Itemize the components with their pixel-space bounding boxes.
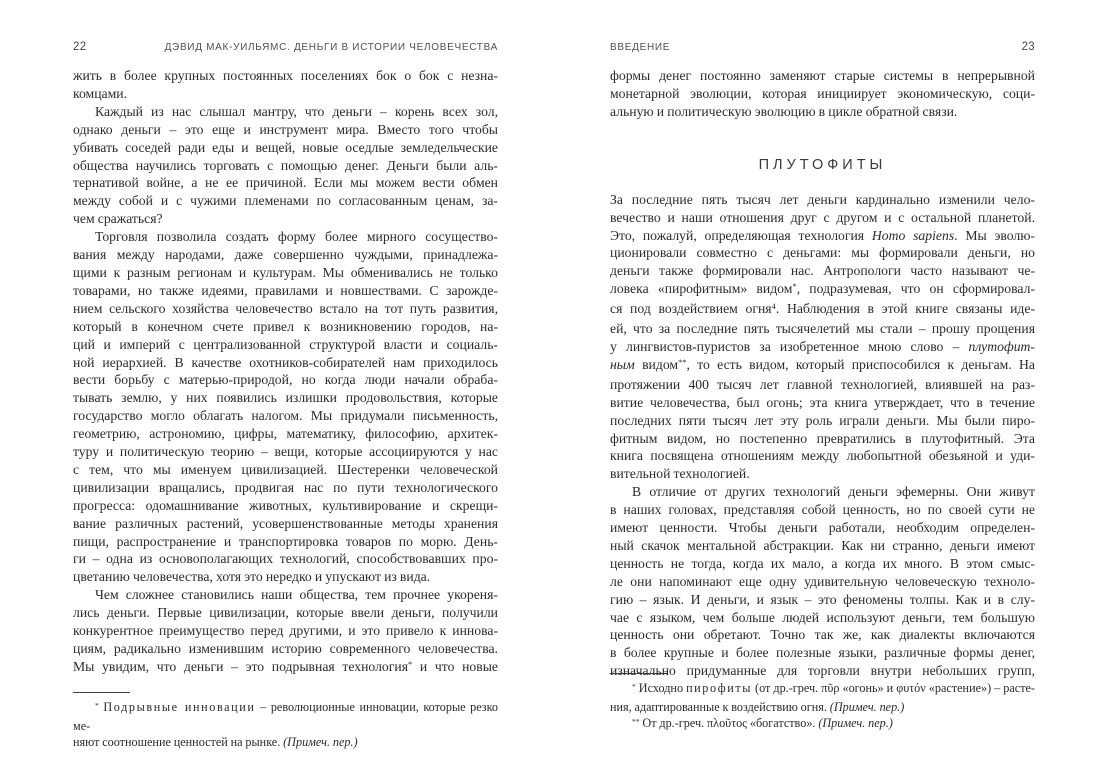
text-line: В отличие от других технологий деньги эфемерны. Они живут bbox=[632, 484, 1035, 500]
text-line: тывать землю, у них появились излишки продовольствия, которые bbox=[73, 390, 498, 406]
text-line: Каждый из нас слышал мантру, что деньги – корень всех зол, bbox=[95, 103, 498, 119]
text-line: вание различных растений, усовершенствованные методы хранения bbox=[73, 515, 498, 531]
footnote-line: * Исходно пирофиты (от др.-греч. πῦρ «огонь» и φυτόν «растение») – расте- bbox=[632, 681, 1035, 695]
text-line: ной иерархией. В качестве охотников-собирателей нам приходилось bbox=[73, 354, 498, 370]
text-line: в более крупные и более полезные языки, различные формы денег, bbox=[610, 645, 1035, 661]
text-line: ги – одна из основополагающих технологий, способствовавших про- bbox=[73, 551, 498, 567]
text-line: нием сельского хозяйства человечество встало на тот путь развития, bbox=[73, 300, 498, 316]
text-line: Чем сложнее становились наши общества, тем прочнее укореня- bbox=[95, 587, 498, 603]
text-line: ным видом**, то есть видом, который приспособился к деньгам. На bbox=[610, 356, 1035, 372]
running-head-right: ВВЕДЕНИЕ bbox=[610, 42, 671, 53]
footnote-line: няют соотношение ценностей на рынке. (Примеч. пер.) bbox=[73, 735, 358, 749]
text-line: чае с языком, чем больше людей используют деньги, тем большую bbox=[610, 609, 1035, 625]
text-line: прогресса: одомашнивание животных, культивирование и скрещи- bbox=[73, 497, 498, 513]
italic-text: (Примеч. пер.) bbox=[283, 735, 358, 749]
italic-text: ным bbox=[610, 356, 635, 372]
text-line: вания между народами, даже совершенно чуждыми, принадлежа- bbox=[73, 247, 498, 263]
italic-text: Homo sapiens bbox=[871, 227, 955, 243]
text-line: деньги также формировали нас. Антропологи часто называют че- bbox=[610, 263, 1035, 279]
text-line: монетарной эволюции, которая инициирует экономическую, соци- bbox=[610, 85, 1035, 101]
superscript-marker: * bbox=[408, 659, 413, 670]
greek-term: πῦρ bbox=[821, 681, 840, 695]
text-line: у лингвистов-пуристов за изобретенное мною слово – плутофит- bbox=[610, 338, 1035, 354]
footnote-line: ** От др.-греч. πλοῦτος «богатство». (Примеч. пер.) bbox=[632, 716, 893, 730]
text-line: комцами. bbox=[73, 85, 128, 101]
text-line: За последние пять тысяч лет деньги кардинально изменили чело- bbox=[610, 191, 1035, 207]
superscript-marker: 4 bbox=[771, 301, 776, 312]
text-line: конкурентное преимущество перед другими, и это привело к иннова- bbox=[73, 623, 498, 639]
superscript-marker: * bbox=[792, 281, 797, 292]
text-line: ценность не тогда, когда их мало, а когда их много. В этом смыс- bbox=[610, 555, 1035, 571]
page-header-left bbox=[73, 41, 498, 53]
text-line: последних пяти тысяч лет эту роль играли деньги. Мы были пиро- bbox=[610, 412, 1035, 428]
italic-text: плутофит- bbox=[968, 338, 1035, 354]
superscript-marker: ** bbox=[632, 716, 640, 726]
text-line: товарами, но также идеями, правилами и новшествами. С зарожде- bbox=[73, 282, 498, 298]
footnote-line: * Подрывные инновации – революционные инновации, которые резко ме- bbox=[73, 700, 498, 733]
footnotes-left bbox=[73, 692, 498, 751]
page-left bbox=[73, 0, 498, 783]
text-line: чем сражаться? bbox=[73, 211, 163, 227]
text-line: протяжении 400 тысяч лет главной технологией, влиявшей на раз- bbox=[610, 376, 1035, 392]
body-text-right bbox=[610, 67, 1035, 680]
section-heading: ПЛУТОФИТЫ bbox=[758, 156, 887, 173]
text-line: ся под воздействием огня$^4$. Наблюдения в этой книге связаны иде- bbox=[610, 301, 1035, 317]
body-text-left bbox=[73, 67, 498, 678]
text-line: с тем, что мы именуем цивилизацией. Шестеренки человеческой bbox=[73, 461, 498, 477]
footnotes-right bbox=[610, 673, 1035, 734]
text-line: циям, радикально изменившим историю современного человечества. bbox=[73, 641, 498, 656]
text-line: витие человечества, был огонь; эта книга утверждает, что в течение bbox=[610, 394, 1035, 410]
page-number-right: 23 bbox=[1021, 41, 1035, 53]
text-line: вительной технологией. bbox=[610, 466, 750, 482]
page-header-right bbox=[610, 41, 1035, 53]
text-line: ций и империй с централизованной структурой власти и социаль- bbox=[73, 336, 498, 352]
text-line: лись деньги. Первые цивилизации, которые ввели деньги, получили bbox=[73, 605, 498, 621]
text-line: ный скачок ментальной абстракции. Как ни странно, деньги имеют bbox=[610, 537, 1035, 553]
greek-term: πλοῦτος bbox=[707, 716, 748, 730]
footnote-line: ния, адаптированные к воздействию огня. (Примеч. пер.) bbox=[610, 699, 905, 714]
text-line: цивилизации вращались, продвигая нас по пути технологического bbox=[73, 479, 498, 495]
text-line: который в конечном счете привел к возникновению городов, на- bbox=[73, 318, 498, 334]
greek-term: φυτόν bbox=[896, 681, 926, 695]
page-right bbox=[610, 0, 1035, 783]
italic-text: (Примеч. пер.) bbox=[818, 716, 893, 730]
text-line: Это, пожалуй, определяющая технология Homo sapiens. Мы эволю- bbox=[610, 227, 1035, 243]
superscript-marker: * bbox=[632, 681, 636, 691]
text-line: формы денег постоянно заменяют старые системы в непрерывной bbox=[610, 68, 1035, 83]
text-line: ловека «пирофитным» видом*, подразумевая, что он сформировал- bbox=[610, 281, 1035, 297]
letterspaced-term: Подрывные инновации bbox=[103, 700, 256, 714]
text-line: ценность они обретают. Точно так же, как диалекты включаются bbox=[610, 627, 1035, 643]
text-line: книга посвящена отношениям между любопытной обезьяной и уди- bbox=[610, 448, 1035, 464]
running-head-left: ДЭВИД МАК-УИЛЬЯМС. ДЕНЬГИ В ИСТОРИИ ЧЕЛОВЕЧЕСТВА bbox=[164, 42, 498, 53]
footnote-rule bbox=[610, 673, 667, 674]
text-line: Мы увидим, что деньги – это подрывная технология* и что новые bbox=[73, 658, 498, 674]
text-line: жить в более крупных постоянных поселениях бок о бок с незна- bbox=[73, 68, 498, 83]
footnote-rule bbox=[73, 692, 130, 693]
text-line: убивать соседей ради еды и вещей, новые оседлые земледельческие bbox=[73, 139, 498, 155]
page-number-left: 22 bbox=[73, 41, 87, 53]
text-line: государство могло облагать налогом. Мы придумали письменность, bbox=[73, 408, 498, 424]
text-line: Торговля позволила создать форму более мирного сосущество- bbox=[95, 229, 498, 245]
superscript-marker: ** bbox=[678, 357, 687, 368]
text-line: цветанию человечества, хотя это нередко и упускают из вида. bbox=[73, 569, 431, 585]
text-line: альную и политическую эволюцию в цикле обратной связи. bbox=[610, 103, 958, 119]
text-line: ле они напоминают еще одну удивительную человеческую техноло- bbox=[610, 573, 1035, 589]
text-line: пищи, распространение и транспортировка товаров по морю. День- bbox=[73, 533, 498, 549]
text-line: между собой и с чужими племенами по согласованным ценам, за- bbox=[73, 193, 498, 209]
text-line: вести борьбу с матерью-природой, но когда люди начали обраба- bbox=[73, 372, 498, 388]
text-line: ей, что за последние пять тысячелетий мы стали – прошу прощения bbox=[610, 321, 1035, 337]
text-line: в наших головах, представляя собой ценность, но по своей сути не bbox=[610, 502, 1035, 518]
text-line: фитным видом, но постепенно превратились в плутофитный. Эта bbox=[610, 430, 1035, 446]
text-line: щими к разным регионам и культурам. Мы обменивались не только bbox=[73, 264, 498, 280]
text-line: тернативой войне, а не ее причиной. Если мы можем вести обмен bbox=[73, 175, 498, 191]
text-line: общества научились торговать с помощью денег. Деньги были аль- bbox=[73, 157, 498, 173]
italic-text: (Примеч. пер.) bbox=[829, 699, 905, 714]
text-line: гию – язык. И деньги, и язык – это феномены толпы. Как и в слу- bbox=[610, 591, 1035, 607]
text-line: имеют ценности. Чтобы деньги работали, необходим определен- bbox=[610, 520, 1035, 536]
text-line: ционировали совместно с деньгами: мы формировали деньги, но bbox=[610, 245, 1035, 261]
letterspaced-term: пирофиты bbox=[686, 681, 753, 695]
text-line: вечество и наши отношения друг с другом и с остальной планетой. bbox=[610, 209, 1035, 225]
text-line: геометрию, астрономию, цифры, математику, философию, архитек- bbox=[73, 426, 498, 442]
text-line: изначально придуманные для торговли внутри небольших групп, bbox=[610, 663, 1035, 679]
text-line: туру и политическую теорию – вещи, которые ассоциируются у нас bbox=[73, 444, 498, 460]
superscript-marker: * bbox=[95, 700, 99, 710]
text-line: однако деньги – это еще и инструмент мира. Вместо того чтобы bbox=[73, 121, 498, 137]
